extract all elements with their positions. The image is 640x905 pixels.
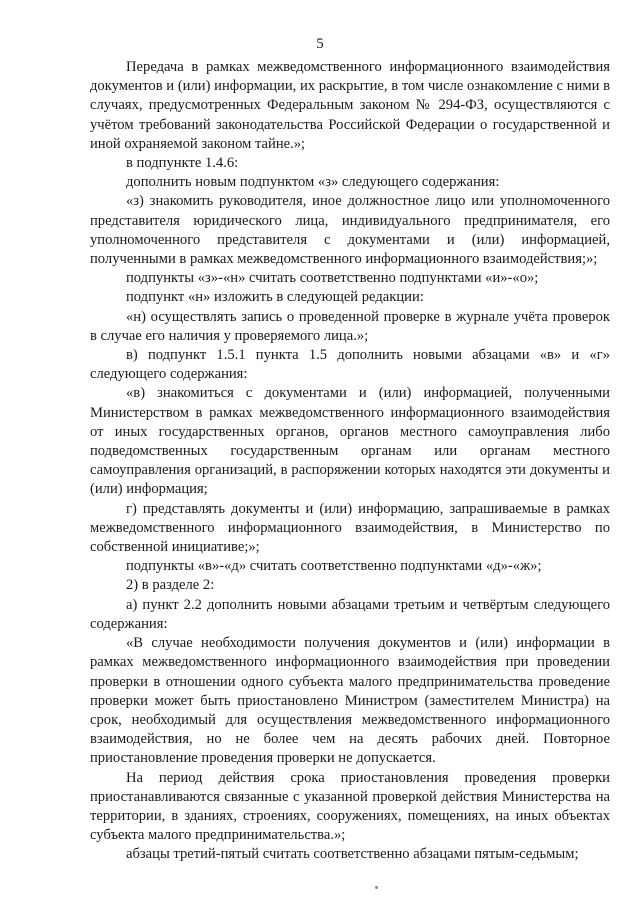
- paragraph-15: На период действия срока приостановления проведения проверки приостанавливаются связанные с указанной проверкой действия Министерства на территории, в зданиях, строениях, сооружениях, помещениях, на иных объектах субъекта малого предпринимательства.»;: [90, 769, 610, 844]
- paragraph-6: подпункт «н» изложить в следующей редакции:: [126, 289, 424, 306]
- paragraph-9: «в) знакомиться с документами и (или) информацией, полученными Министерством в рамках межведомственного информационного взаимодействия от иных государственных органов, органов местного самоуправления либо подведомственных государственным органам или органам местного самоуправления организаций, в распоряжении которых находятся эти документы и (или) информация;: [90, 385, 610, 498]
- paragraph-10: г) представлять документы и (или) информацию, запрашиваемые в рамках межведомственного информационного взаимодействия, в Министерство по собственной инициативе;»;: [90, 500, 610, 556]
- paragraph-2: в подпункте 1.4.6:: [126, 155, 239, 172]
- paragraph-12: 2) в разделе 2:: [126, 577, 215, 594]
- document-body: [90, 58, 610, 865]
- paragraph-13: а) пункт 2.2 дополнить новыми абзацами третьим и четвёртым следующего содержания:: [90, 596, 610, 632]
- paragraph-4: «з) знакомить руководителя, иное должностное лицо или уполномоченного представителя юридического лица, индивидуального предпринимателя, его уполномоченного представителя с документами и (или) информацией, полученными в рамках межведомственного информационного взаимодействия;»;: [90, 193, 610, 268]
- paragraph-14: «В случае необходимости получения документов и (или) информации в рамках межведомственного информационного взаимодействия при проведении проверки в отношении одного субъекта малого предпринимательства проведение проверки может быть приостановлено Министром (заместителем Министра) на срок, необходимый для осуществления межведомственного информационного взаимодействия, но не более чем на десять рабочих дней. Повторное приостановление проведения проверки не допускается.: [90, 635, 610, 767]
- paragraph-3: дополнить новым подпунктом «з» следующего содержания:: [126, 174, 500, 191]
- paragraph-7: «н) осуществлять запись о проведенной проверке в журнале учёта проверок в случае его наличия у проверяемого лица.»;: [90, 308, 610, 344]
- paragraph-1: Передача в рамках межведомственного информационного взаимодействия документов и (или) информации, их раскрытие, в том числе ознакомление с ними в случаях, предусмотренных Федеральным законом № 294-ФЗ, осуществляются с учётом требований законодательства Российской Федерации о государственной и иной охраняемой законом тайне.»;: [90, 59, 610, 152]
- scan-speck: [375, 886, 378, 889]
- paragraph-8: в) подпункт 1.5.1 пункта 1.5 дополнить новыми абзацами «в» и «г» следующего содержания:: [90, 347, 610, 383]
- paragraph-5: подпункты «з»-«н» считать соответственно подпунктами «и»-«о»;: [126, 270, 539, 287]
- page-number: 5: [316, 36, 324, 52]
- paragraph-11: подпункты «в»-«д» считать соответственно подпунктами «д»-«ж»;: [126, 558, 542, 575]
- paragraph-16: абзацы третий-пятый считать соответственно абзацами пятым-седьмым;: [126, 846, 579, 863]
